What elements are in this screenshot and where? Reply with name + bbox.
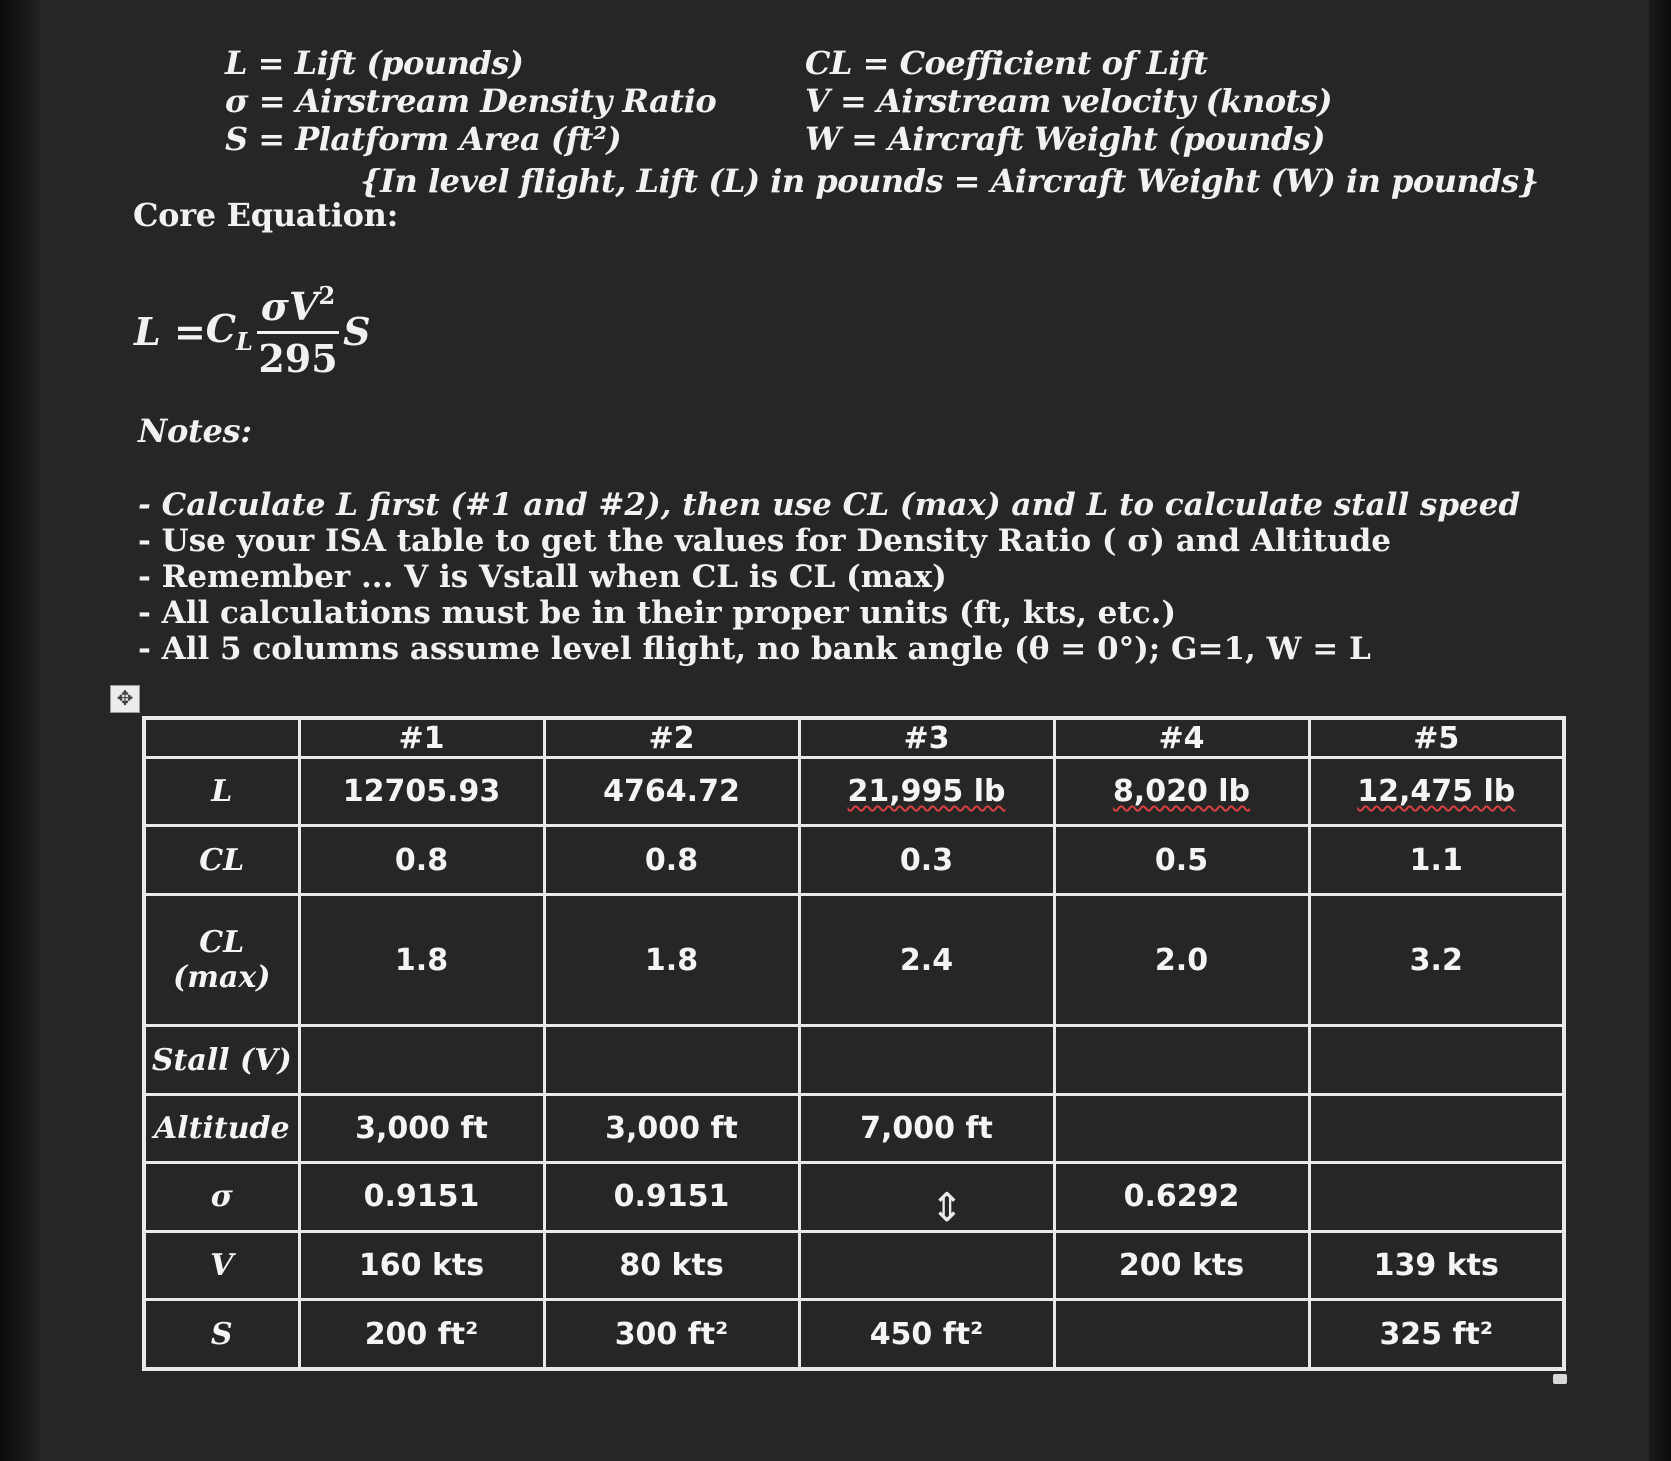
spellcheck-text: 21,995 lb [847, 774, 1006, 810]
table-cell[interactable]: 200 ft² [299, 1300, 544, 1369]
table-header-cell[interactable]: #3 [799, 718, 1054, 758]
table-cell[interactable]: 0.9151 [299, 1163, 544, 1231]
table-row [144, 1094, 1564, 1162]
row-label[interactable]: V [144, 1231, 299, 1299]
variable-definitions [225, 44, 1539, 200]
table-cell[interactable]: 3,000 ft [544, 1094, 799, 1162]
equation-denominator: 295 [258, 336, 338, 381]
equation-lhs: L = [134, 308, 206, 354]
table-header-cell[interactable]: #5 [1309, 718, 1564, 758]
table-cell[interactable] [1309, 1026, 1564, 1094]
table-cell[interactable] [299, 1026, 544, 1094]
table-move-handle-icon[interactable]: ✥ [110, 685, 140, 713]
table-cell[interactable]: 0.3 [799, 826, 1054, 894]
table-cell[interactable]: 1.8 [299, 894, 544, 1025]
table-header-cell[interactable]: #2 [544, 718, 799, 758]
row-label[interactable]: S [144, 1300, 299, 1369]
table-cell[interactable]: 2.4 [799, 894, 1054, 1025]
row-label[interactable]: Stall (V) [144, 1026, 299, 1094]
table-row [144, 1163, 1564, 1231]
note-item: - Use your ISA table to get the values for Density Ratio ( σ) and Altitude [138, 523, 1391, 559]
lift-equation [134, 276, 371, 386]
definition-row [225, 82, 1425, 120]
note-item: - All 5 columns assume level flight, no bank angle (θ = 0°); G=1, W = L [138, 631, 1371, 667]
table-cell[interactable] [799, 1163, 1054, 1231]
table-header-cell[interactable]: #4 [1054, 718, 1309, 758]
definition-density-ratio: σ = Airstream Density Ratio [225, 82, 717, 120]
table-cell[interactable] [1309, 1094, 1564, 1162]
table-cell[interactable]: 139 kts [1309, 1231, 1564, 1299]
table-row [144, 826, 1564, 894]
table-cell[interactable]: 7,000 ft [799, 1094, 1054, 1162]
table-cell[interactable]: 450 ft² [799, 1300, 1054, 1369]
table-header-cell[interactable] [144, 718, 299, 758]
notes-heading: Notes: [138, 412, 252, 450]
table-cell[interactable]: 0.6292 [1054, 1163, 1309, 1231]
table-row [144, 1231, 1564, 1299]
table-cell[interactable]: 0.8 [299, 826, 544, 894]
table-cell[interactable] [1309, 1163, 1564, 1231]
table-cell[interactable]: 3,000 ft [299, 1094, 544, 1162]
table-cell[interactable] [1054, 758, 1309, 826]
table-cell[interactable]: 325 ft² [1309, 1300, 1564, 1369]
table-header-row [144, 718, 1564, 758]
table-resize-handle[interactable] [1553, 1374, 1567, 1384]
table-cell[interactable] [799, 1231, 1054, 1299]
table-cell[interactable]: 0.9151 [544, 1163, 799, 1231]
note-item: - Calculate L first (#1 and #2), then use CL (max) and L to calculate stall speed [138, 487, 1521, 523]
calculation-table [142, 716, 1566, 1371]
note-item: - All calculations must be in their proper units (ft, kts, etc.) [138, 595, 1177, 631]
row-label[interactable]: L [144, 758, 299, 826]
table-row [144, 758, 1564, 826]
table-cell[interactable]: 200 kts [1054, 1231, 1309, 1299]
table-row [144, 1300, 1564, 1369]
table-cell[interactable]: 2.0 [1054, 894, 1309, 1025]
row-label[interactable]: σ [144, 1163, 299, 1231]
table-cell[interactable]: 0.5 [1054, 826, 1309, 894]
table-cell[interactable] [1054, 1300, 1309, 1369]
definition-coefficient-of-lift: CL = Coefficient of Lift [805, 44, 1208, 82]
table-row [144, 894, 1564, 1025]
level-flight-note: {In level flight, Lift (L) in pounds = Aircraft Weight (W) in pounds} [360, 162, 1539, 200]
equation-numerator: $\sigma V^2$ [257, 281, 339, 334]
definition-row [225, 44, 1425, 82]
notes-list [138, 487, 1538, 667]
table-cell[interactable]: 1.1 [1309, 826, 1564, 894]
table-cell[interactable]: 12705.93 [299, 758, 544, 826]
spellcheck-text: 12,475 lb [1357, 774, 1516, 810]
table-row [144, 1026, 1564, 1094]
table-cell[interactable]: 1.8 [544, 894, 799, 1025]
table-cell[interactable]: 3.2 [1309, 894, 1564, 1025]
table-cell[interactable] [799, 758, 1054, 826]
definition-lift: L = Lift (pounds) [225, 44, 524, 82]
table-cell[interactable] [1309, 758, 1564, 826]
monitor-bezel-right [1649, 0, 1671, 1461]
core-equation-heading: Core Equation: [133, 196, 399, 234]
definition-aircraft-weight: W = Aircraft Weight (pounds) [805, 120, 1325, 158]
monitor-bezel-left [0, 0, 40, 1461]
table-cell[interactable]: 4764.72 [544, 758, 799, 826]
table-cell[interactable]: 0.8 [544, 826, 799, 894]
row-label[interactable]: CL [144, 826, 299, 894]
table-cell[interactable] [1054, 1026, 1309, 1094]
table-header-cell[interactable]: #1 [299, 718, 544, 758]
equation-coefficient: $C_L$ [205, 306, 253, 356]
row-label[interactable]: CL (max) [144, 894, 299, 1025]
definition-platform-area: S = Platform Area (ft²) [225, 120, 622, 158]
table-cell[interactable]: 300 ft² [544, 1300, 799, 1369]
equation-area-term: S [343, 308, 371, 354]
spellcheck-text: 8,020 lb [1112, 774, 1251, 810]
definition-velocity: V = Airstream velocity (knots) [805, 82, 1332, 120]
move-cursor-icon: ⇕ [930, 1185, 964, 1231]
table-cell[interactable]: 160 kts [299, 1231, 544, 1299]
row-label[interactable]: Altitude [144, 1094, 299, 1162]
equation-fraction [257, 281, 339, 381]
table-cell[interactable] [799, 1026, 1054, 1094]
table-cell[interactable] [1054, 1094, 1309, 1162]
table-cell[interactable] [544, 1026, 799, 1094]
table-cell[interactable]: 80 kts [544, 1231, 799, 1299]
note-item: - Remember ... V is Vstall when CL is CL (max) [138, 559, 947, 595]
definition-row [225, 120, 1425, 158]
